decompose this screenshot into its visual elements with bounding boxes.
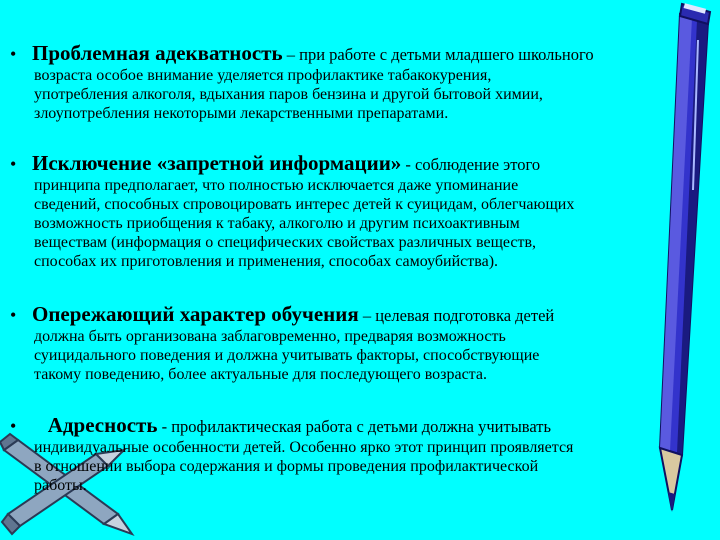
- body-line: возможность приобщения к табаку, алкоголю и другим психоактивным: [34, 215, 520, 232]
- bullet-lead: – при работе с детьми младшего школьного: [282, 45, 594, 64]
- bullet-marker: •: [10, 416, 17, 436]
- body-line: индивидуальные особенности детей. Особенно ярко этот принцип проявляется: [34, 439, 574, 456]
- bullet-item: [10, 414, 710, 495]
- bullet-title-line: [10, 303, 710, 327]
- bullet-term: Исключение «запретной информации»: [32, 151, 402, 175]
- body-line: веществам (информация о специфических свойствах различных веществ,: [34, 234, 537, 251]
- body-line: суицидального поведения и должна учитывать факторы, способствующие: [34, 347, 540, 364]
- bullet-item: [10, 152, 710, 271]
- bullet-item: [10, 42, 710, 123]
- body-line: должна быть организована заблаговременно, предваряя возможность: [34, 328, 506, 345]
- bullet-lead: - соблюдение этого: [401, 155, 541, 174]
- body-line: употребления алкоголя, вдыхания паров бензина и другой бытовой химии,: [34, 86, 543, 103]
- body-line: в отношении выбора содержания и формы проведения профилактической: [34, 458, 539, 475]
- body-line: возраста особое внимание уделяется профилактике табакокурения,: [34, 67, 492, 84]
- body-line: такому поведению, более актуальные для последующего возраста.: [34, 366, 487, 383]
- bullet-title-line: [10, 414, 710, 438]
- body-line: принципа предполагает, что полностью исключается даже упоминание: [34, 177, 519, 194]
- bullet-term: Опережающий характер обучения: [32, 302, 359, 326]
- bullet-term: Адресность: [32, 413, 158, 437]
- bullet-body: [34, 176, 710, 271]
- bullet-body: [34, 327, 710, 384]
- bullet-lead: - профилактическая работа с детьми должна учитывать: [157, 417, 552, 436]
- bullet-title-line: [10, 42, 710, 66]
- bullet-lead: – целевая подготовка детей: [358, 306, 555, 325]
- bullet-title-line: [10, 152, 710, 176]
- body-line: злоупотребления некоторыми лекарственными препаратами.: [34, 105, 449, 122]
- bullet-marker: •: [10, 305, 17, 325]
- body-line: сведений, способных спровоцировать интерес детей к суицидам, облегчающих: [34, 196, 575, 213]
- bullet-body: [34, 66, 710, 123]
- bullet-marker: •: [10, 44, 17, 64]
- bullet-body: [34, 438, 710, 495]
- body-line: работы.: [34, 477, 87, 494]
- body-line: способах их приготовления и применения, способах самоубийства).: [34, 253, 499, 270]
- bullet-term: Проблемная адекватность: [32, 41, 283, 65]
- bullet-item: [10, 303, 710, 384]
- bullet-marker: •: [10, 154, 17, 174]
